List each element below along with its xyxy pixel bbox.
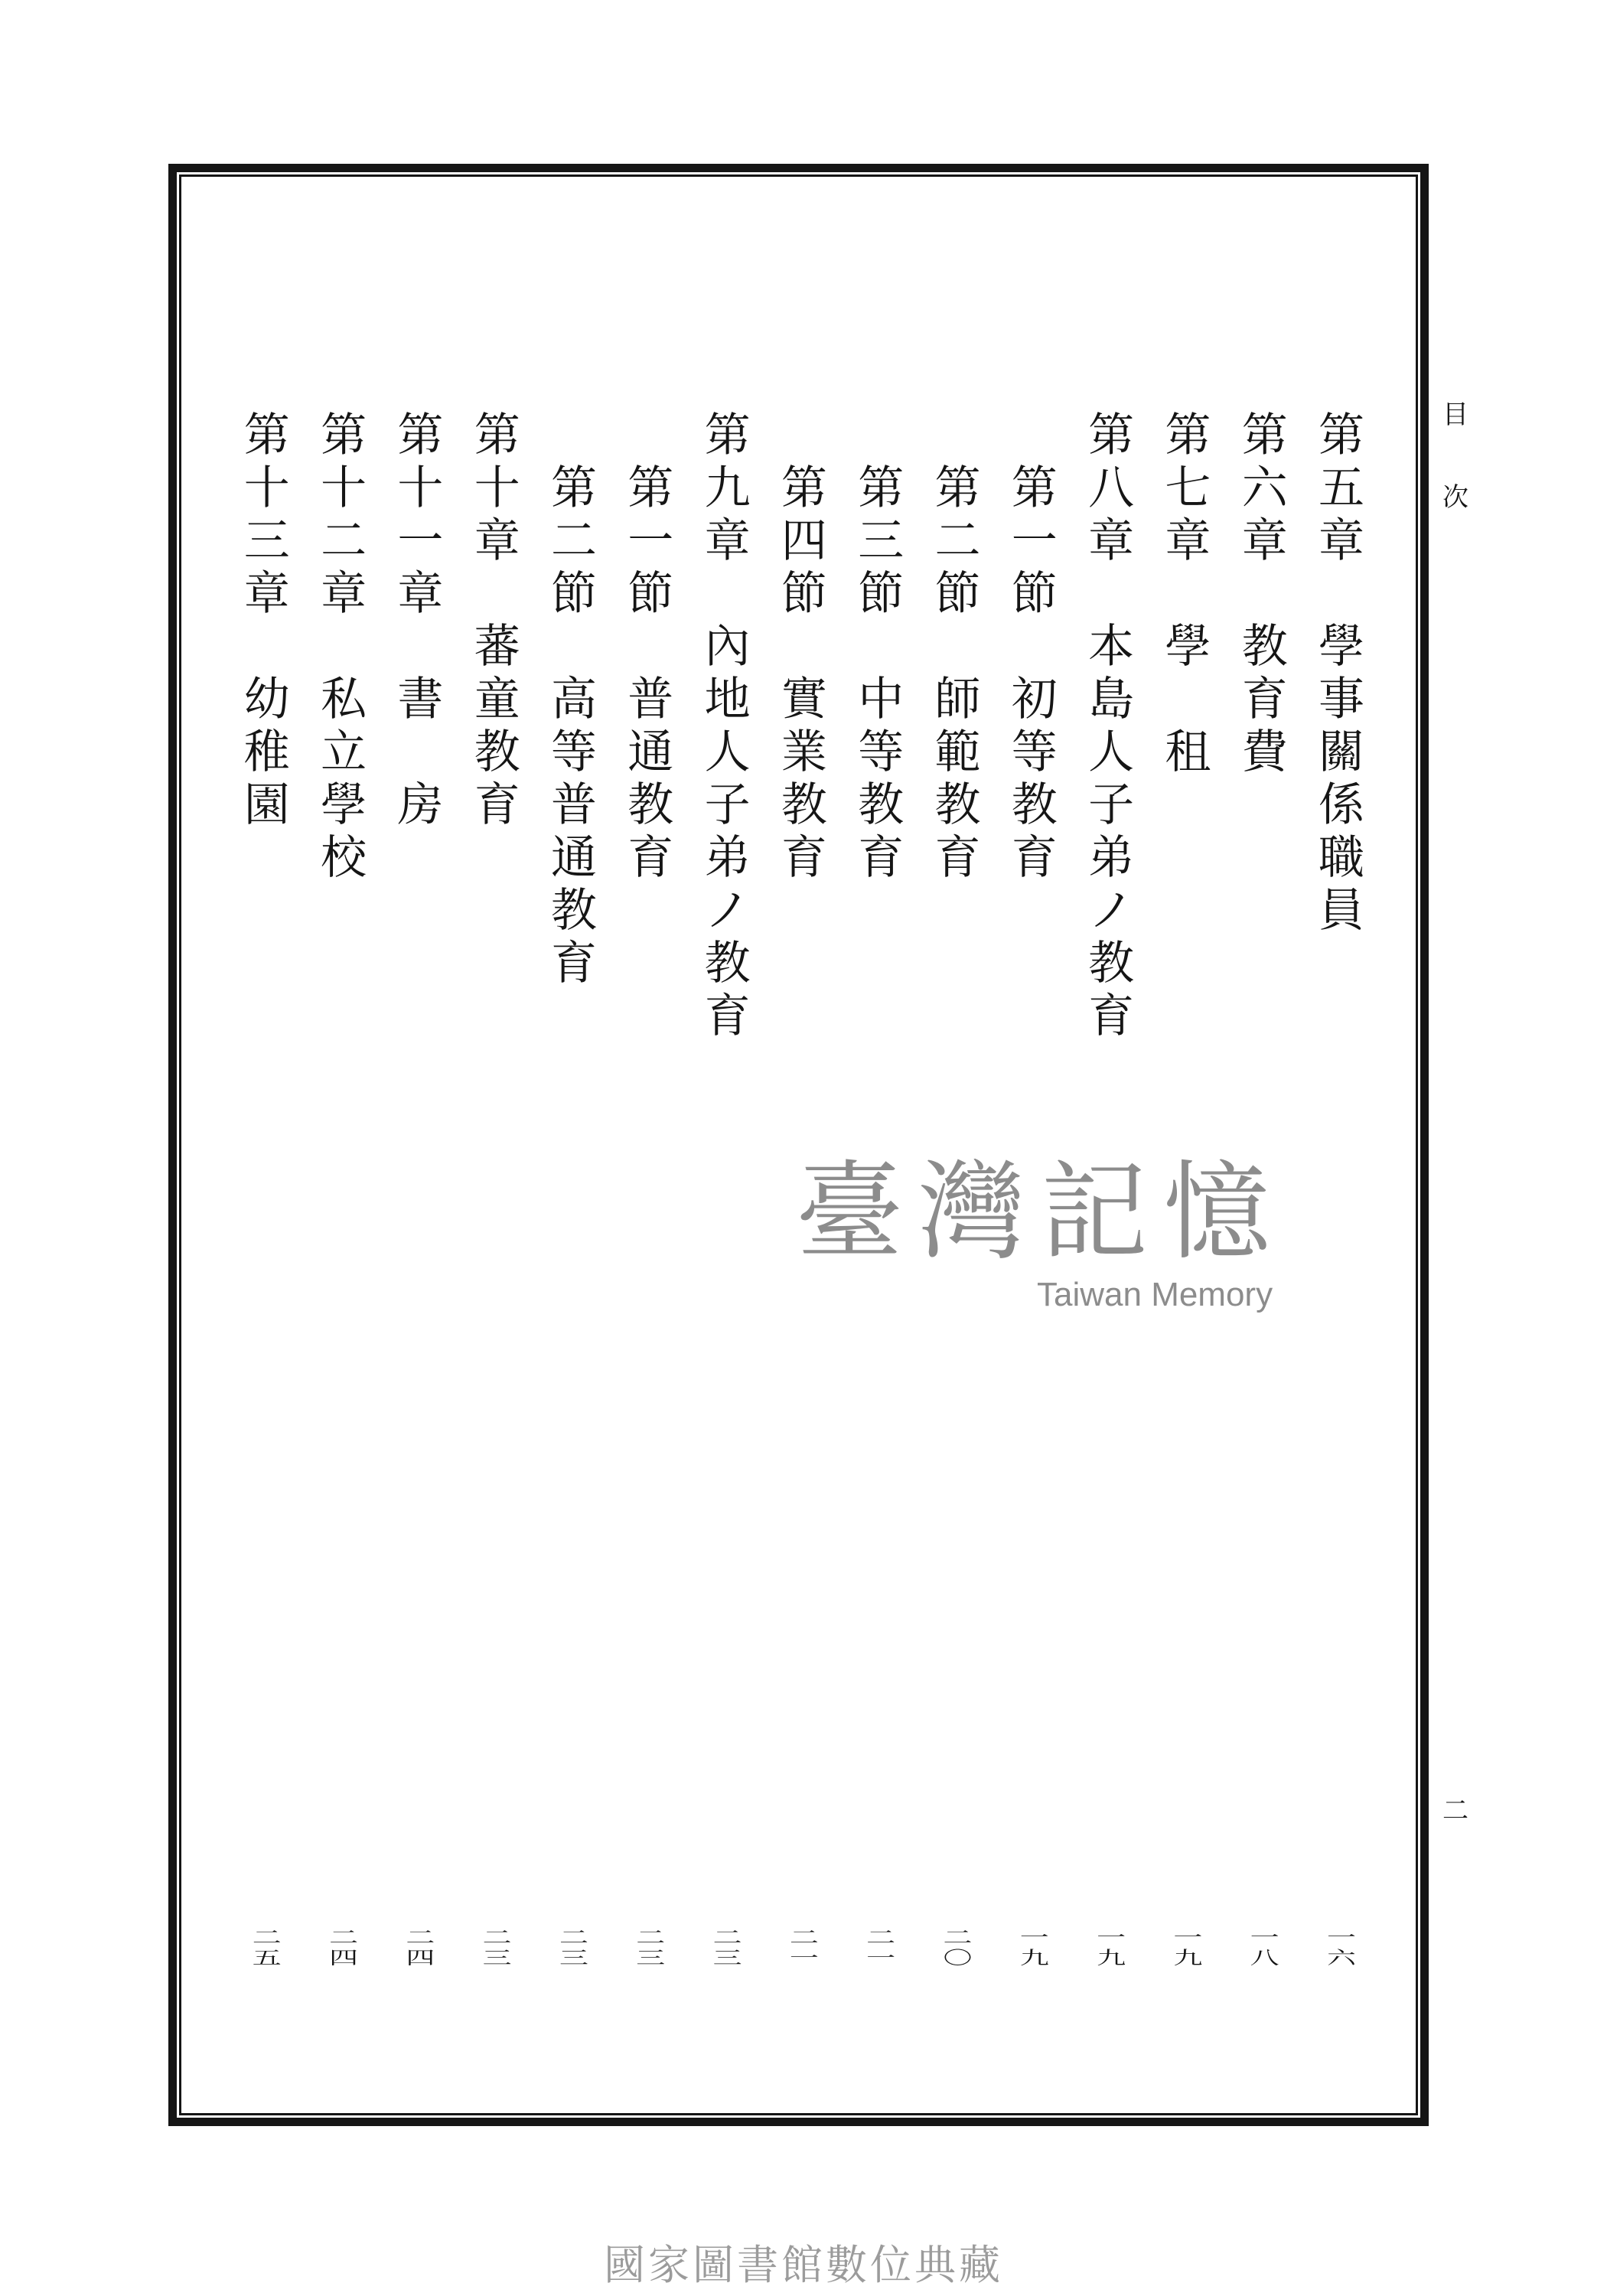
- glyph: 學: [1319, 620, 1364, 673]
- toc-entry-title: [543, 673, 605, 990]
- glyph: 等: [1011, 726, 1058, 779]
- glyph: 一: [1326, 1926, 1356, 1948]
- glyph: 普: [551, 778, 597, 832]
- toc-entry-label: [850, 462, 911, 621]
- glyph: 八: [1250, 1947, 1279, 1968]
- glyph: 二: [789, 1926, 819, 1948]
- glyph: 中: [858, 673, 905, 726]
- glyph: 育: [474, 778, 520, 832]
- glyph: 三: [712, 1947, 742, 1968]
- toc-entry: [697, 409, 758, 1043]
- toc-entry-page: [1157, 1927, 1218, 1968]
- glyph: 第: [397, 409, 444, 462]
- glyph: 章: [704, 514, 751, 568]
- glyph: [390, 726, 451, 779]
- glyph: 人: [1088, 726, 1135, 779]
- glyph: 教: [781, 778, 827, 832]
- glyph: 師: [934, 673, 981, 726]
- glyph: 章: [321, 567, 367, 621]
- glyph: 初: [1011, 673, 1058, 726]
- glyph: 三: [636, 1947, 666, 1968]
- glyph: 章: [243, 567, 290, 621]
- glyph: 一: [1019, 1926, 1049, 1948]
- glyph: 第: [1241, 409, 1288, 462]
- toc-entry: [313, 409, 374, 885]
- toc-entry-label: [774, 462, 835, 621]
- glyph: 育: [551, 937, 597, 990]
- glyph: 島: [1088, 673, 1135, 726]
- toc-entry: [620, 462, 681, 885]
- glyph: 房: [397, 778, 444, 832]
- glyph: 九: [1097, 1947, 1126, 1968]
- glyph: 弟: [1088, 831, 1135, 885]
- glyph: 章: [1241, 514, 1288, 568]
- glyph: 教: [1241, 620, 1288, 673]
- glyph: 育: [627, 831, 674, 885]
- glyph: 範: [934, 726, 981, 779]
- toc-entry-title: [1311, 621, 1372, 938]
- glyph: 四: [329, 1947, 359, 1968]
- glyph: 一: [1173, 1926, 1203, 1948]
- glyph: 〇: [943, 1947, 973, 1968]
- glyph: 八: [1088, 461, 1135, 515]
- glyph: 育: [1011, 831, 1058, 885]
- toc-entry-label: [927, 462, 989, 621]
- glyph: 五: [252, 1947, 282, 1968]
- toc-entry: [774, 462, 835, 885]
- glyph: 一: [1011, 514, 1058, 568]
- toc-entry-title: [313, 673, 374, 885]
- glyph: 二: [712, 1926, 742, 1948]
- glyph: 園: [243, 778, 290, 832]
- glyph: 三: [559, 1947, 588, 1968]
- glyph: 一: [866, 1947, 896, 1968]
- glyph: 十: [321, 461, 367, 515]
- glyph: 書: [397, 673, 444, 726]
- glyph: 六: [1326, 1947, 1356, 1968]
- watermark-logo-subtext: Taiwan Memory: [1037, 1276, 1273, 1313]
- glyph: 校: [321, 831, 367, 885]
- glyph: 通: [551, 831, 597, 885]
- toc-entry-label: [620, 462, 681, 621]
- glyph: 章: [1319, 514, 1364, 568]
- toc-entry-page: [313, 1927, 374, 1968]
- glyph: 教: [627, 778, 674, 832]
- toc-entry-page: [390, 1927, 451, 1968]
- glyph: 實: [781, 673, 827, 726]
- toc-entry: [1311, 409, 1372, 938]
- glyph: 教: [704, 937, 751, 990]
- glyph: 節: [781, 567, 827, 621]
- toc-entry: [1081, 409, 1142, 1043]
- glyph: 第: [321, 409, 367, 462]
- glyph: 私: [321, 673, 367, 726]
- glyph: 係: [1319, 778, 1364, 832]
- toc-entry: [1004, 462, 1065, 885]
- glyph: 四: [781, 514, 827, 568]
- glyph: 一: [627, 514, 674, 568]
- toc-entry-label: [1157, 409, 1218, 568]
- glyph: 教: [1088, 937, 1135, 990]
- glyph: 等: [858, 726, 905, 779]
- glyph: 第: [1319, 409, 1364, 462]
- glyph: 費: [1241, 726, 1288, 779]
- toc-entry: [467, 409, 528, 832]
- glyph: 育: [781, 831, 827, 885]
- glyph: 事: [1319, 673, 1364, 726]
- toc-entry-label: [1081, 409, 1142, 568]
- glyph: 二: [866, 1926, 896, 1948]
- glyph: 地: [704, 673, 751, 726]
- toc-entry-page: [927, 1927, 989, 1968]
- watermark-logo-text: 臺灣記憶: [796, 1150, 1286, 1275]
- glyph: 教: [858, 778, 905, 832]
- toc-entry: [390, 409, 451, 832]
- toc-entry-label: [236, 409, 298, 621]
- glyph: 職: [1319, 831, 1364, 885]
- glyph: 童: [474, 673, 520, 726]
- glyph: [1157, 673, 1218, 726]
- glyph: 七: [1165, 461, 1211, 515]
- toc-entry-page: [620, 1927, 681, 1968]
- toc-entry-label: [313, 409, 374, 621]
- glyph: 學: [321, 778, 367, 832]
- glyph: 十: [243, 461, 290, 515]
- glyph: 二: [934, 514, 981, 568]
- toc-entry-title: [697, 621, 758, 1043]
- glyph: 稚: [243, 726, 290, 779]
- glyph: 弟: [704, 831, 751, 885]
- glyph: 節: [551, 567, 597, 621]
- glyph: 關: [1319, 726, 1364, 779]
- glyph: 二: [329, 1926, 359, 1948]
- toc-entry-label: [467, 409, 528, 568]
- glyph: ノ: [1088, 884, 1135, 938]
- toc-entry-title: [236, 673, 298, 832]
- glyph: 一: [789, 1947, 819, 1968]
- toc-entry-page: [850, 1927, 911, 1968]
- toc-entry: [927, 462, 989, 885]
- glyph: 章: [474, 514, 520, 568]
- toc-entry-page: [236, 1927, 298, 1968]
- glyph: 四: [406, 1947, 435, 1968]
- toc-entry: [1157, 409, 1218, 779]
- glyph: 等: [551, 726, 597, 779]
- glyph: 章: [1088, 514, 1135, 568]
- running-title: [1440, 400, 1471, 565]
- glyph: 第: [858, 461, 905, 515]
- glyph: 第: [474, 409, 520, 462]
- toc-entry-title: [1081, 621, 1142, 1043]
- toc-entry-title: [467, 621, 528, 832]
- glyph: 第: [243, 409, 290, 462]
- glyph: 蕃: [474, 620, 520, 673]
- glyph: 一: [397, 514, 444, 568]
- glyph: 教: [1011, 778, 1058, 832]
- toc-entry-page: [1234, 1927, 1296, 1968]
- glyph: 章: [397, 567, 444, 621]
- toc-entry-label: [543, 462, 605, 621]
- glyph: 二: [321, 514, 367, 568]
- toc-entry: [850, 462, 911, 885]
- toc-entry-title: [1004, 673, 1065, 885]
- glyph: 九: [1173, 1947, 1203, 1968]
- page-number: [1440, 1795, 1471, 1826]
- glyph: 二: [482, 1926, 512, 1948]
- glyph: 內: [704, 620, 751, 673]
- glyph: 第: [934, 461, 981, 515]
- glyph: 員: [1319, 884, 1364, 938]
- toc-entry-page: [697, 1927, 758, 1968]
- glyph: 第: [1011, 461, 1058, 515]
- glyph: 育: [1241, 673, 1288, 726]
- toc-entry-page: [774, 1927, 835, 1968]
- glyph: 教: [474, 726, 520, 779]
- glyph: 三: [243, 514, 290, 568]
- glyph: 育: [858, 831, 905, 885]
- glyph: 第: [1088, 409, 1135, 462]
- toc-entry-page: [1004, 1927, 1065, 1968]
- glyph: 二: [943, 1926, 973, 1948]
- glyph: 二: [559, 1926, 588, 1948]
- toc-entry-page: [1311, 1927, 1372, 1968]
- glyph: 教: [551, 884, 597, 938]
- toc-entry-label: [1234, 409, 1296, 568]
- glyph: 九: [1019, 1947, 1049, 1968]
- glyph: 十: [397, 461, 444, 515]
- archive-footer: 國家圖書館數位典藏: [604, 2241, 1003, 2289]
- glyph: 通: [627, 726, 674, 779]
- toc-entry-title: [850, 673, 911, 885]
- glyph: 節: [858, 567, 905, 621]
- glyph: 九: [704, 461, 751, 515]
- glyph: 六: [1241, 461, 1288, 515]
- toc-entry-label: [390, 409, 451, 621]
- toc-entry-page: [1081, 1927, 1142, 1968]
- glyph: 第: [1165, 409, 1211, 462]
- glyph: 目: [1442, 400, 1468, 430]
- toc-entry: [236, 409, 298, 832]
- glyph: 三: [858, 514, 905, 568]
- glyph: 育: [1088, 990, 1135, 1043]
- glyph: 節: [1011, 567, 1058, 621]
- toc-entry-title: [774, 673, 835, 885]
- glyph: 節: [627, 567, 674, 621]
- glyph: 教: [934, 778, 981, 832]
- toc-entry-title: [390, 673, 451, 832]
- glyph: 二: [551, 514, 597, 568]
- toc-entry-label: [1311, 409, 1372, 568]
- glyph: 三: [482, 1947, 512, 1968]
- glyph: 十: [474, 461, 520, 515]
- glyph: 本: [1088, 620, 1135, 673]
- glyph: 二: [406, 1926, 435, 1948]
- toc-entry-label: [1004, 462, 1065, 621]
- glyph: 一: [1097, 1926, 1126, 1948]
- toc-entry-label: [697, 409, 758, 568]
- glyph: ノ: [704, 884, 751, 938]
- glyph: 一: [1250, 1926, 1279, 1948]
- toc-entry-title: [1234, 621, 1296, 779]
- glyph: 立: [321, 726, 367, 779]
- glyph: 子: [1088, 778, 1135, 832]
- toc-entry-title: [927, 673, 989, 885]
- glyph: 次: [1442, 482, 1468, 513]
- glyph: 子: [704, 778, 751, 832]
- glyph: 第: [781, 461, 827, 515]
- glyph: 學: [1165, 620, 1211, 673]
- glyph: 二: [252, 1926, 282, 1948]
- toc-entry-title: [620, 673, 681, 885]
- toc-entry: [543, 462, 605, 990]
- toc-entry-title: [1157, 621, 1218, 779]
- glyph: 普: [627, 673, 674, 726]
- glyph: 節: [934, 567, 981, 621]
- glyph: 育: [934, 831, 981, 885]
- toc-entry: [1234, 409, 1296, 779]
- glyph: 二: [636, 1926, 666, 1948]
- glyph: 租: [1165, 726, 1211, 779]
- glyph: 高: [551, 673, 597, 726]
- glyph: 第: [551, 461, 597, 515]
- glyph: 五: [1319, 461, 1364, 515]
- glyph: 二: [1442, 1795, 1468, 1826]
- glyph: 章: [1165, 514, 1211, 568]
- toc-entry-page: [467, 1927, 528, 1968]
- glyph: 業: [781, 726, 827, 779]
- toc-entry-page: [543, 1927, 605, 1968]
- glyph: 育: [704, 990, 751, 1043]
- glyph: 人: [704, 726, 751, 779]
- glyph: 幼: [243, 673, 290, 726]
- glyph: 第: [627, 461, 674, 515]
- glyph: 第: [704, 409, 751, 462]
